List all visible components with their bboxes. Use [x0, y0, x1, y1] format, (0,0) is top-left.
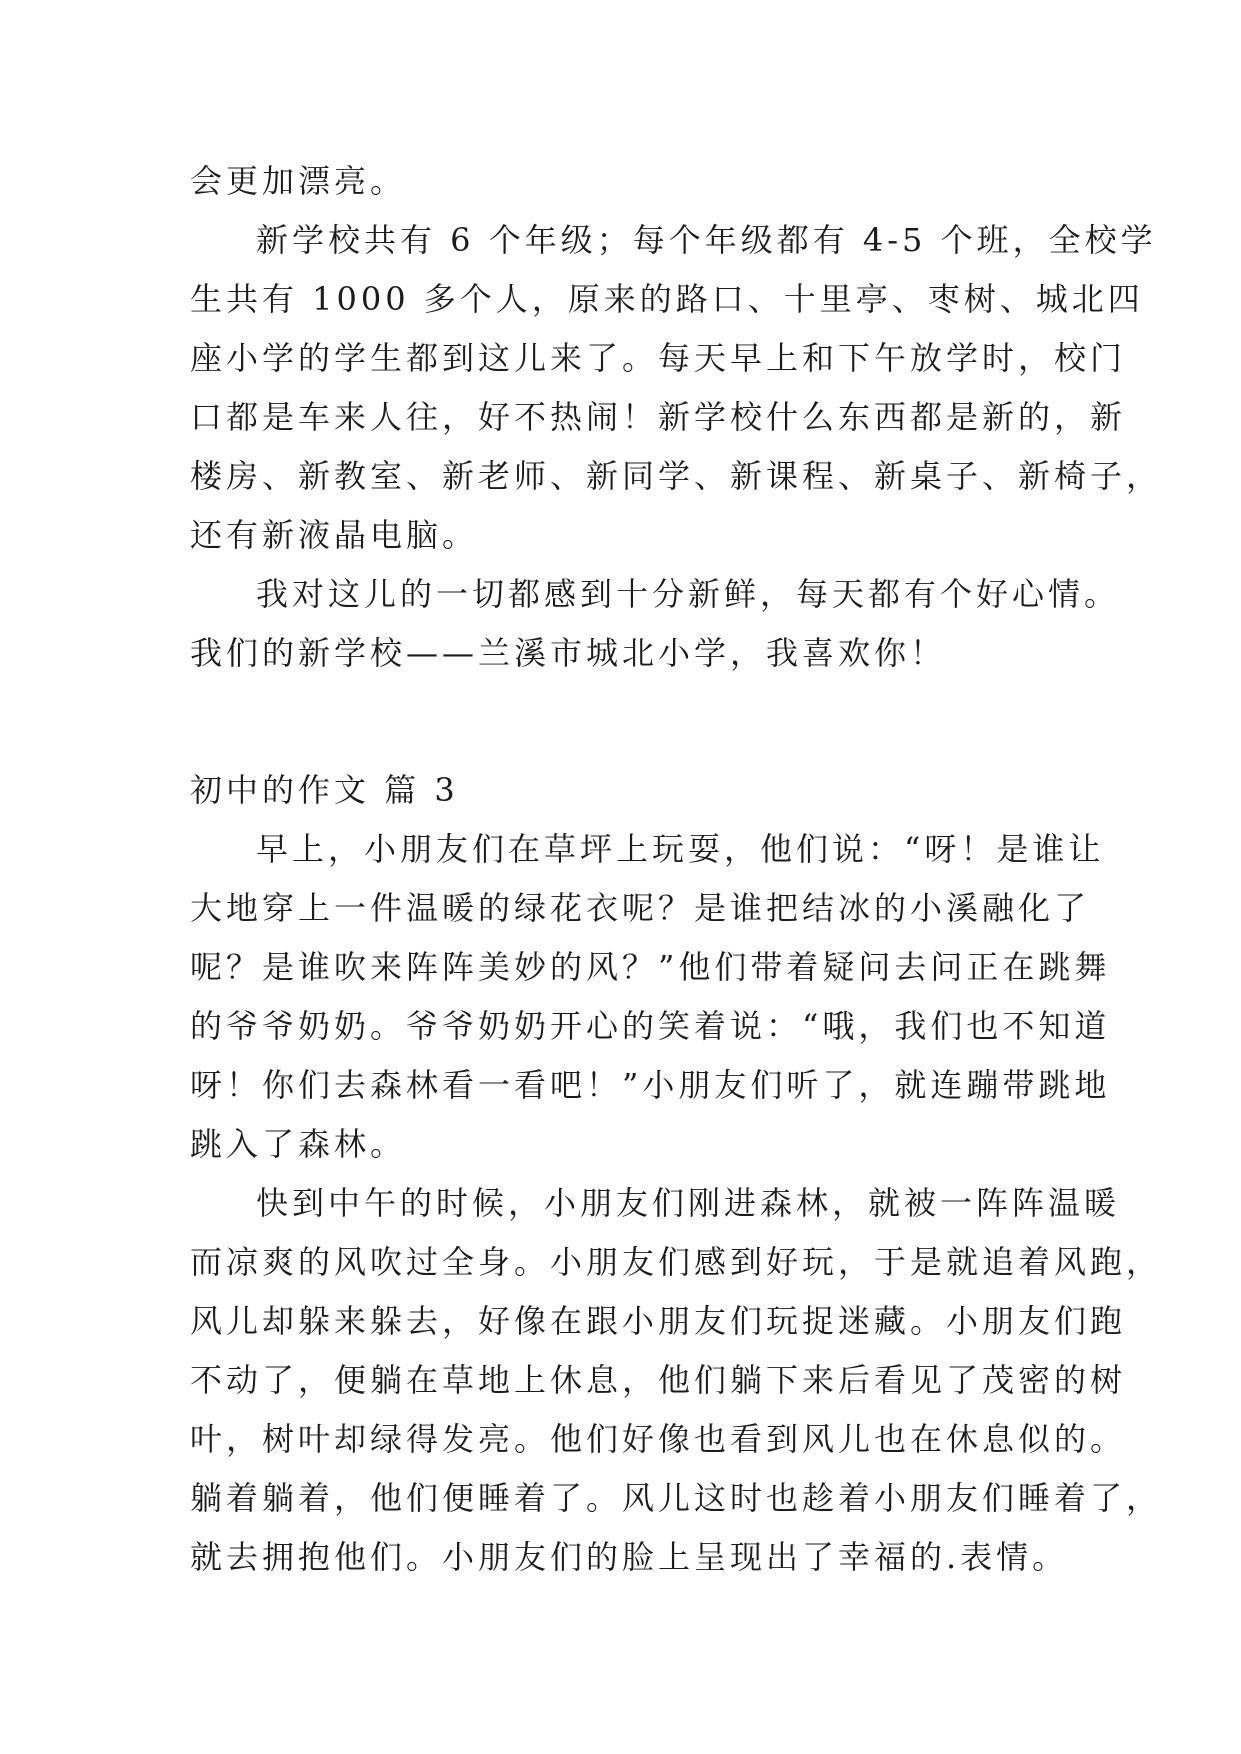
- document-body: [190, 152, 1163, 1587]
- text-line: 我们的新学校——兰溪市城北小学，我喜欢你！: [190, 634, 947, 672]
- paragraph-closing: [190, 565, 1121, 683]
- text-line: 我对这儿的一切都感到十分新鲜，每天都有个好心情。: [256, 575, 1121, 613]
- paragraph-noon: [190, 1174, 1163, 1587]
- text-line: 的爷爷奶奶。爷爷奶奶开心的笑着说：“哦，我们也不知道: [190, 1007, 1111, 1045]
- text-line: 口都是车来人往，好不热闹！新学校什么东西都是新的，新: [190, 398, 1127, 436]
- text-line: 躺着躺着，他们便睡着了。风儿这时也趁着小朋友们睡着了，: [190, 1479, 1163, 1517]
- paragraph-continuation: [190, 152, 1060, 211]
- text-line: 而凉爽的风吹过全身。小朋友们感到好玩，于是就追着风跑，: [190, 1243, 1163, 1281]
- text-line: 座小学的学生都到这儿来了。每天早上和下午放学时，校门: [190, 339, 1127, 377]
- text-line: 风儿却躲来躲去，好像在跟小朋友们玩捉迷藏。小朋友们跑: [190, 1302, 1127, 1340]
- text-line: 新学校共有 6 个年级；每个年级都有 4-5 个班，全校学: [256, 221, 1157, 259]
- text-line: 会更加漂亮。: [190, 162, 407, 200]
- text-line: 快到中午的时候，小朋友们刚进森林，就被一阵阵温暖: [256, 1184, 1121, 1222]
- text-line: 不动了，便躺在草地上休息，他们躺下来后看见了茂密的树: [190, 1361, 1127, 1399]
- text-line: 早上，小朋友们在草坪上玩耍，他们说：“呀！是谁让: [256, 830, 1105, 868]
- paragraph-new-school: [190, 211, 1163, 565]
- text-line: 就去拥抱他们。小朋友们的脸上呈现出了幸福的.表情。: [190, 1538, 1069, 1576]
- text-line: 叶，树叶却绿得发亮。他们好像也看到风儿也在休息似的。: [190, 1420, 1127, 1458]
- text-line: 楼房、新教室、新老师、新同学、新课程、新桌子、新椅子，: [190, 457, 1163, 495]
- section-gap: [190, 683, 1060, 761]
- text-line: 生共有 1000 多个人，原来的路口、十里亭、枣树、城北四: [190, 280, 1144, 318]
- text-line: 呢？是谁吹来阵阵美妙的风？”他们带着疑问去问正在跳舞: [190, 948, 1111, 986]
- paragraph-morning: [190, 820, 1111, 1174]
- text-line: 大地穿上一件温暖的绿花衣呢？是谁把结冰的小溪融化了: [190, 889, 1091, 927]
- text-line: 还有新液晶电脑。: [190, 516, 479, 554]
- text-line: 呀！你们去森林看一看吧！”小朋友们听了，就连蹦带跳地: [190, 1066, 1111, 1104]
- essay-heading: 初中的作文 篇 3: [190, 771, 459, 809]
- text-line: 跳入了森林。: [190, 1125, 407, 1163]
